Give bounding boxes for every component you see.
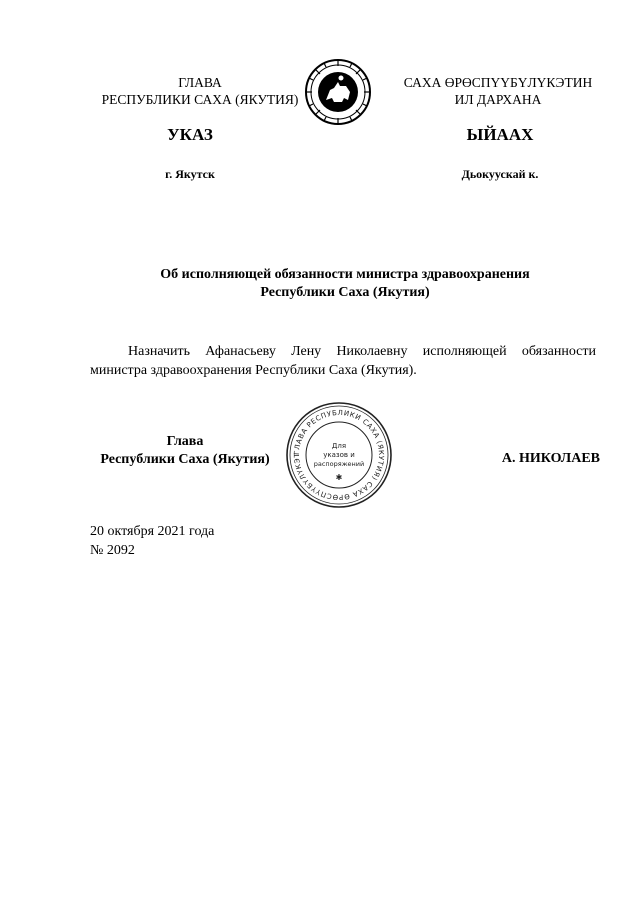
header-left (60, 74, 340, 108)
signatory-title (90, 433, 280, 469)
doc-type-sakha: ЫЙААХ (466, 125, 534, 144)
place-ru: г. Якутск (165, 167, 215, 181)
header-right-line1: САХА ӨРӨСПҮҮБҮЛҮКЭТИН (403, 75, 593, 90)
seal-center-line2: указов и (323, 451, 355, 459)
title-line2: Республики Саха (Якутия) (260, 285, 430, 300)
decree-body: Назначить Афанасьеву Лену Николаевну исполняющей обязанности министра здравоохранения Республики Саха (Якутия). (90, 344, 596, 378)
svg-text:✱: ✱ (335, 473, 343, 482)
document-footer (90, 522, 214, 560)
header-right-line2: ИЛ ДАРХАНА (454, 92, 542, 107)
place-sakha: Дьокуускай к. (461, 167, 539, 181)
header-left-line2: РЕСПУБЛИКИ САХА (ЯКУТИЯ) (101, 92, 299, 107)
document-title (90, 266, 600, 302)
seal-ring-text: ГЛАВА РЕСПУБЛИКИ САХА (ЯКУТИЯ) САХА ӨРӨСПҮҮБҮЛҮКЭТ (292, 408, 386, 502)
doc-type-ru: УКАЗ (167, 125, 213, 144)
seal-center-line1: Для (331, 442, 347, 450)
signatory-title-line2: Республики Саха (Якутия) (100, 452, 270, 467)
signatory-title-line1: Глава (166, 434, 204, 449)
header-left-line1: ГЛАВА (178, 75, 222, 90)
document-date: 20 октября 2021 года (90, 524, 215, 539)
seal-center-line3: распоряжений (313, 460, 365, 468)
title-line1: Об исполняющей обязанности министра здравоохранения (160, 267, 530, 282)
signatory-name: А. НИКОЛАЕВ (501, 451, 600, 466)
document-number: № 2092 (90, 543, 135, 558)
official-seal-icon (284, 400, 394, 510)
header-right (378, 74, 618, 108)
coat-of-arms-icon (304, 58, 372, 126)
